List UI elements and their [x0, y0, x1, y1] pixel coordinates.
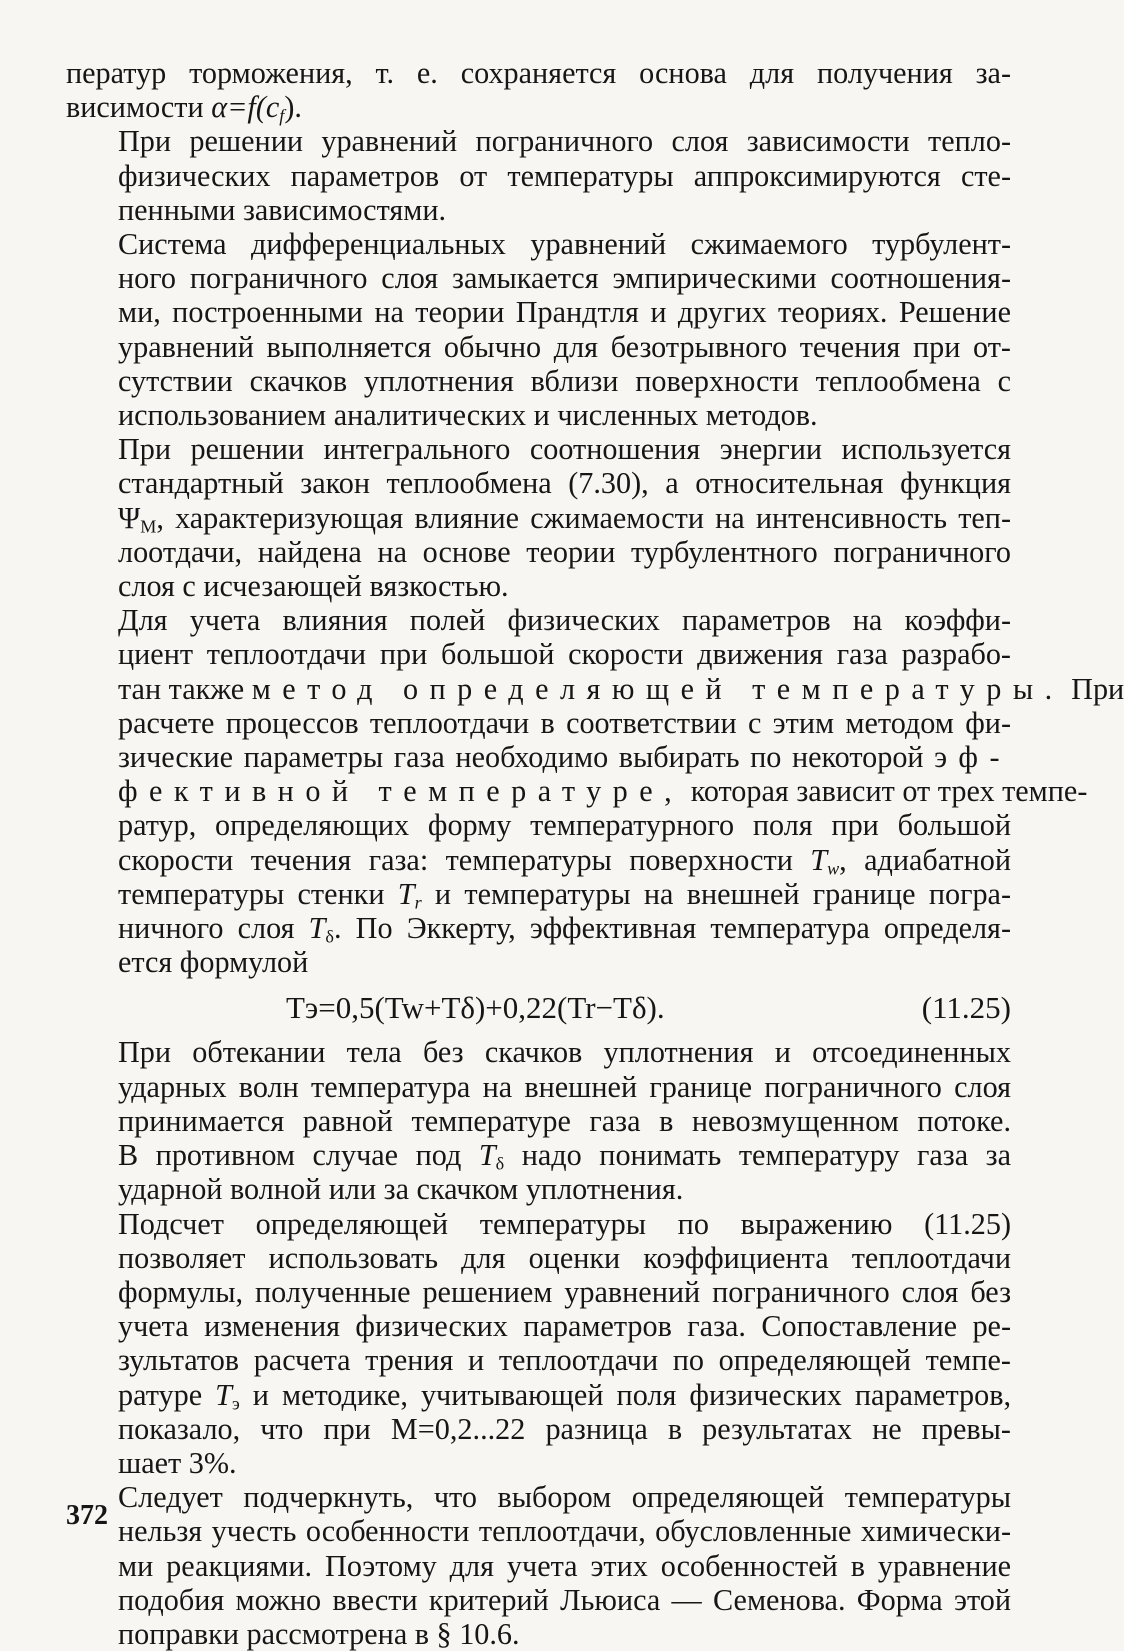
text-line: Следует подчеркнуть, что выбором определяющей температуры: [118, 1480, 1011, 1515]
text-line: зультатов расчета трения и теплоотдачи по определяющей темпе-: [118, 1343, 1011, 1378]
text-line: физических параметров от температуры аппроксимируются сте-: [118, 158, 1011, 193]
text-line: скорости течения газа: температуры поверхности $T_w$, адиабатной: [118, 842, 1011, 879]
text-line: $\Psi_М$, характеризующая влияние сжимаемости на интенсивность теп-: [118, 500, 1011, 537]
emphasized-term: метод определяющей температуры.: [251, 671, 1064, 706]
text-line: ратуре $T_э$ и методике, учитывающей поля физических параметров,: [118, 1377, 1011, 1414]
text-line: принимается равной температуре газа в невозмущенном потоке.: [118, 1103, 1011, 1138]
formula-11-25: [66, 983, 1011, 1033]
text-line: висимости $\alpha=f(c_f)$.: [66, 90, 302, 126]
paragraph-8: [66, 1480, 1011, 1651]
text-line: стандартный закон теплообмена (7.30), а относительная функция: [118, 466, 1011, 501]
paragraph-7: [66, 1207, 1011, 1481]
text-line: поправки рассмотрена в § 10.6.: [118, 1616, 520, 1651]
text-line: использованием аналитических и численных методов.: [118, 398, 818, 433]
text-line: фективной температуре, которая зависит от трех темпе-: [118, 774, 1088, 809]
text-line: позволяет использовать для оценки коэффициента теплоотдачи: [118, 1240, 1011, 1275]
text-line: учета изменения физических параметров газа. Сопоставление ре-: [118, 1309, 1011, 1344]
text-line: В противном случае под $T_\delta$ надо понимать температуру газа за: [118, 1138, 1011, 1174]
text-line: лоотдачи, найдена на основе теории турбулентного пограничного: [118, 534, 1011, 569]
formula-expression: Tэ=0,5(Tw+Tδ)+0,22(Tr−Tδ).: [286, 990, 665, 1026]
text-line: зические параметры газа необходимо выбирать по некоторой эф-: [118, 740, 1011, 775]
text-line: сутствии скачков уплотнения вблизи поверхности теплообмена с: [118, 363, 1011, 398]
paragraph-6: [66, 1035, 1011, 1206]
paragraph-4: [66, 432, 1011, 603]
text-line: шает 3%.: [118, 1445, 237, 1480]
paragraph-2: [66, 124, 1011, 227]
paragraph-5: [66, 603, 1124, 980]
text-line: При решении интегрального соотношения энергии используется: [118, 432, 1011, 467]
text-line: ператур торможения, т. е. сохраняется основа для получения за-: [66, 56, 1011, 90]
text-line: ратур, определяющих форму температурного поля при большой: [118, 808, 1011, 843]
text-line: температуры стенки $T_r$ и температуры на внешней границе погра-: [118, 876, 1011, 913]
text-line: Для учета влияния полей физических параметров на коэффи-: [118, 603, 1011, 638]
emphasized-term: фективной температуре,: [118, 774, 684, 809]
text-line: ного пограничного слоя замыкается эмпирическими соотношения-: [118, 261, 1011, 296]
text-line: тан также метод определяющей температуры. При: [118, 671, 1124, 706]
text-line: слоя с исчезающей вязкостью.: [118, 569, 509, 604]
text-line: уравнений выполняется обычно для безотрывного течения при от-: [118, 329, 1011, 364]
text-line: формулы, полученные решением уравнений пограничного слоя без: [118, 1274, 1011, 1309]
text-line: Система дифференциальных уравнений сжимаемого турбулент-: [118, 227, 1011, 262]
text-line: При обтекании тела без скачков уплотнения и отсоединенных: [118, 1035, 1011, 1070]
text-line: ми, построенными на теории Прандтля и других теориях. Решение: [118, 295, 1011, 330]
text-line: ударной волной или за скачком уплотнения.: [118, 1172, 684, 1207]
paragraph-3: [66, 227, 1011, 432]
formula-number: (11.25): [921, 990, 1011, 1026]
paragraph-1: [66, 56, 1011, 124]
text-line: циент теплоотдачи при большой скорости движения газа разрабо-: [118, 637, 1011, 672]
text-line: ударных волн температура на внешней границе пограничного слоя: [118, 1069, 1011, 1104]
text-line: расчете процессов теплоотдачи в соответствии с этим методом фи-: [118, 705, 1011, 740]
text-line: показало, что при М=0,2...22 разница в результатах не превы-: [118, 1411, 1011, 1446]
text-line: ется формулой: [118, 945, 309, 980]
text-line: ми реакциями. Поэтому для учета этих особенностей в уравнение: [118, 1548, 1011, 1583]
text-line: Подсчет определяющей температуры по выражению (11.25): [118, 1206, 1011, 1241]
emphasized-term: эф-: [934, 740, 1011, 775]
text-line: подобия можно ввести критерий Льюиса — Семенова. Форма этой: [118, 1582, 1011, 1617]
page-number: 372: [66, 1500, 108, 1531]
text-line: пенными зависимостями.: [118, 192, 447, 227]
text-line: ничного слоя $T_\delta$. По Эккерту, эффективная температура определя-: [118, 911, 1011, 947]
text-line: При решении уравнений пограничного слоя зависимости тепло-: [118, 124, 1011, 159]
text-line: нельзя учесть особенности теплоотдачи, обусловленные химически-: [118, 1514, 1011, 1549]
